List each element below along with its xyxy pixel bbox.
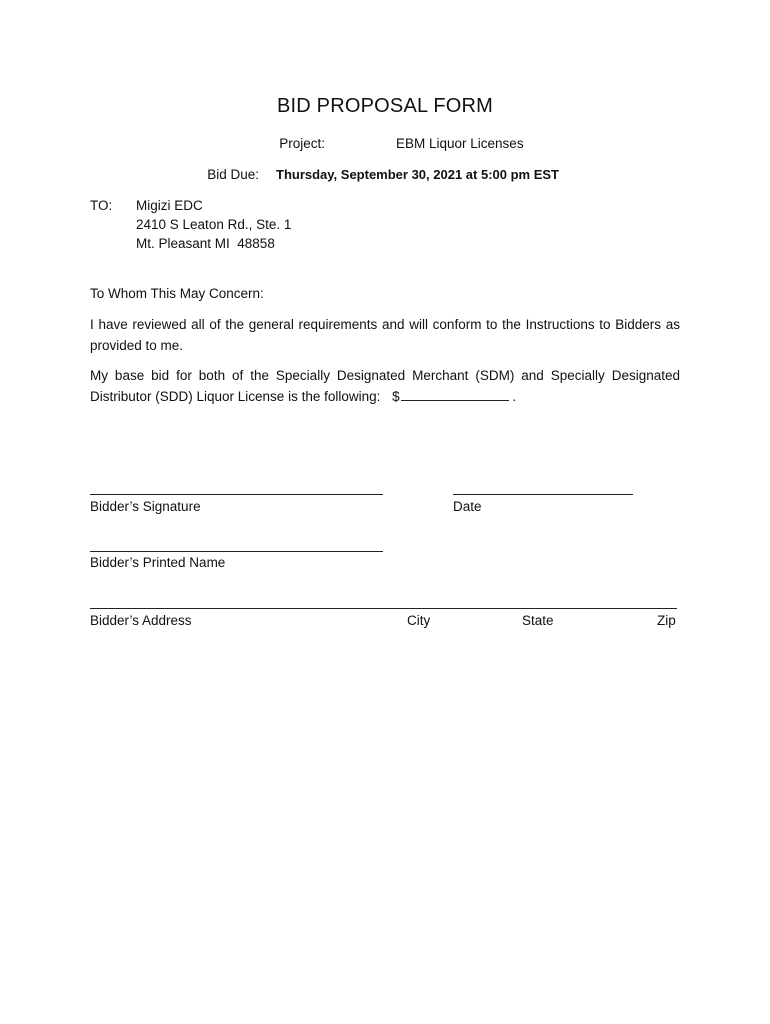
base-bid-text: My base bid for both of the Specially Designated Merchant (SDM) and Specially Designated Distributor (SDD) Liquor License is the following: — [90, 368, 680, 404]
project-value: EBM Liquor Licenses — [396, 136, 524, 151]
form-title: BID PROPOSAL FORM — [276, 95, 494, 117]
printed-name-line[interactable] — [90, 551, 383, 552]
bid-amount-blank[interactable] — [401, 387, 509, 401]
recipient-address-line2: Mt. Pleasant MI 48858 — [136, 236, 275, 251]
salutation: To Whom This May Concern: — [90, 286, 264, 301]
recipient-name: Migizi EDC — [136, 198, 203, 213]
address-line[interactable] — [90, 608, 677, 609]
date-label: Date — [453, 499, 482, 514]
paragraph-requirements: I have reviewed all of the general requirements and will conform to the Instructions to Bidders as provided to me. — [90, 317, 680, 353]
address-label: Bidder’s Address — [90, 613, 192, 628]
bid-due-value: Thursday, September 30, 2021 at 5:00 pm EST — [276, 167, 559, 182]
state-label: State — [522, 613, 554, 628]
base-bid-period: . — [512, 389, 517, 404]
currency-symbol: $ — [392, 389, 400, 404]
bid-due-label: Bid Due: — [207, 167, 259, 182]
signature-line[interactable] — [90, 494, 383, 495]
city-label: City — [407, 613, 431, 628]
project-label: Project: — [279, 136, 325, 151]
to-label: TO: — [90, 198, 113, 213]
paragraph-base-bid — [90, 365, 680, 407]
printed-name-label: Bidder’s Printed Name — [90, 555, 226, 570]
zip-label: Zip — [657, 613, 676, 628]
date-line[interactable] — [453, 494, 633, 495]
signature-label: Bidder’s Signature — [90, 499, 201, 514]
recipient-address-line1: 2410 S Leaton Rd., Ste. 1 — [136, 217, 292, 232]
